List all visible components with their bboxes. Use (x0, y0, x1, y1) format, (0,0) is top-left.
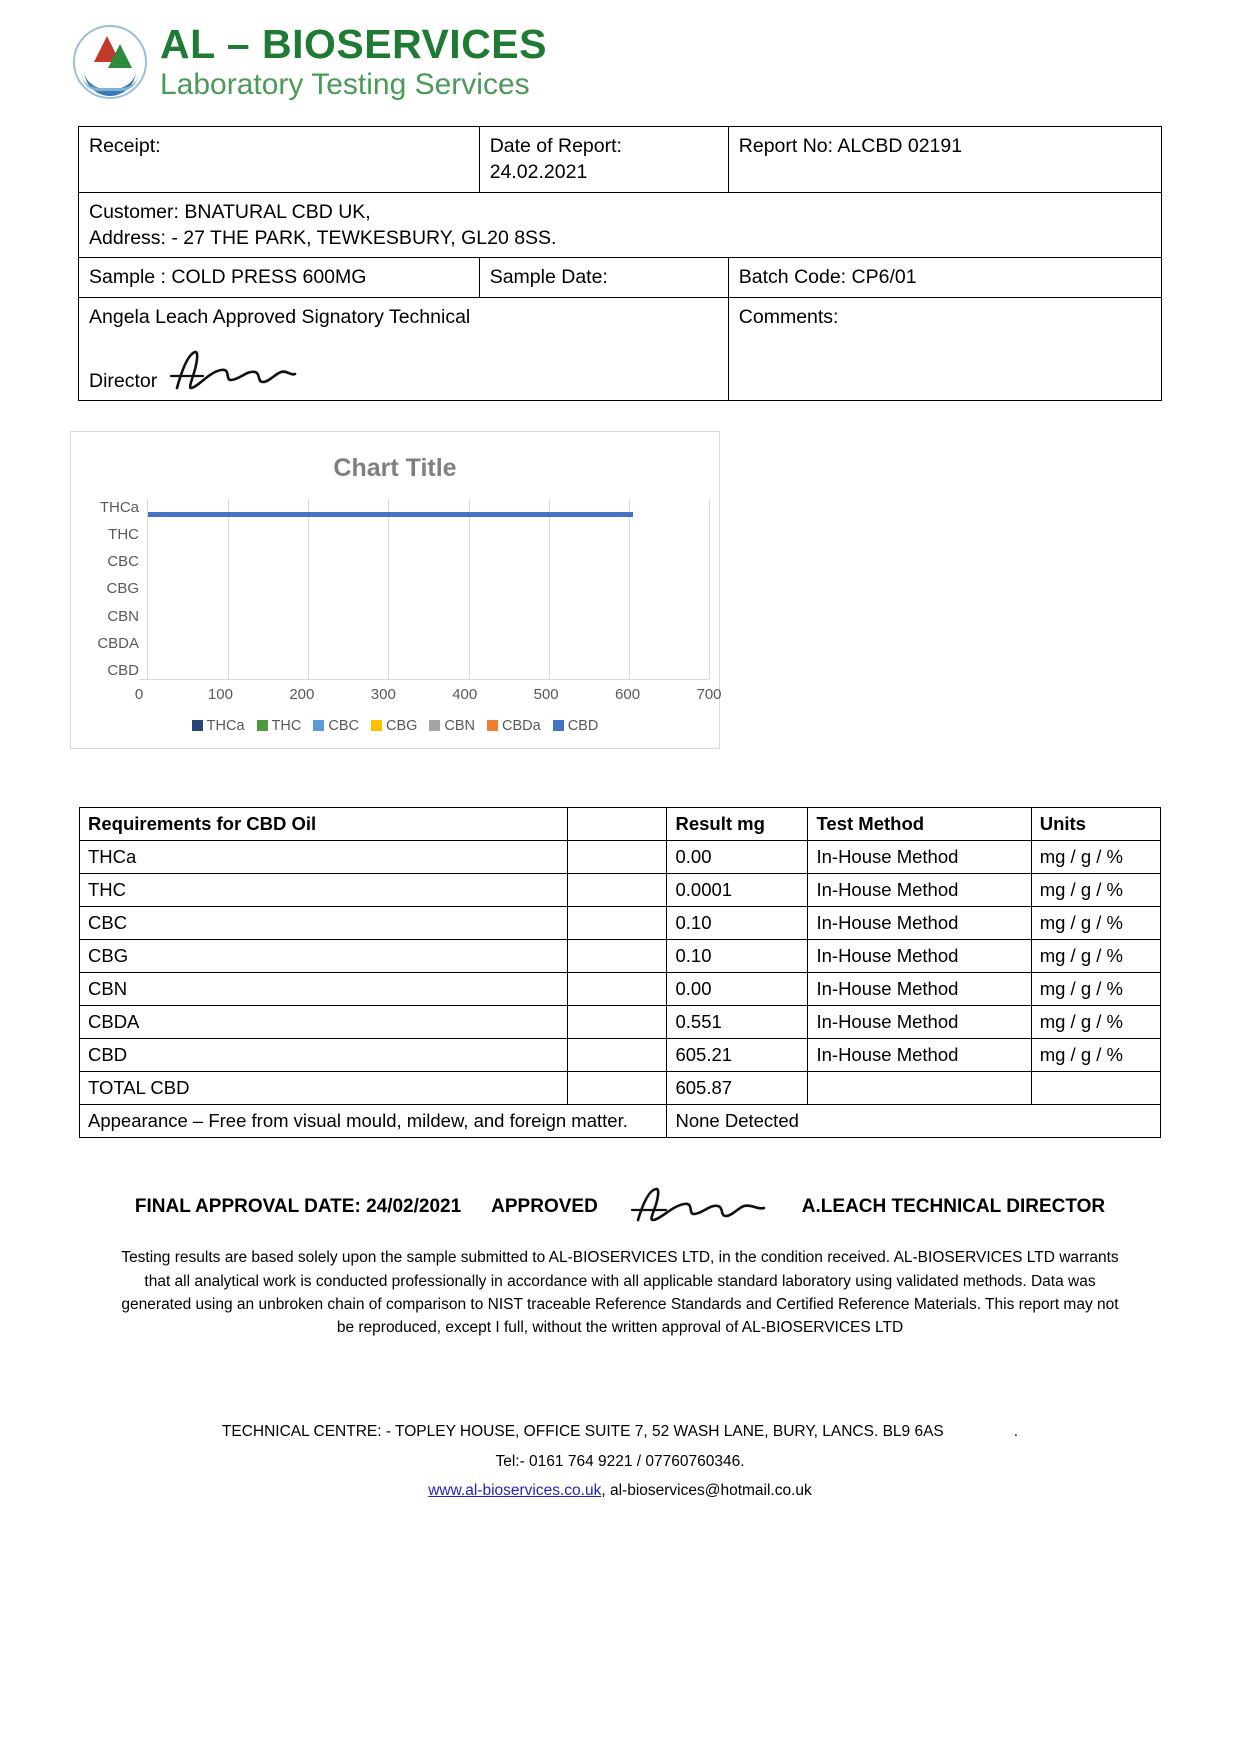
analyte-name: THC (80, 873, 568, 906)
customer-address-cell (79, 192, 1162, 258)
chart-gridline (629, 499, 630, 679)
legend-label: CBC (328, 717, 359, 734)
table-row (80, 1039, 1161, 1072)
footer-address-dot: . (1013, 1423, 1019, 1441)
cannabinoid-chart (70, 431, 720, 749)
y-tick-label: CBD (107, 661, 139, 679)
analyte-name: CBN (80, 973, 568, 1006)
legend-label: THC (271, 717, 302, 734)
chart-gridline (469, 499, 470, 679)
analyte-name: TOTAL CBD (80, 1072, 568, 1105)
blank-cell (567, 1072, 667, 1105)
footer-website-link[interactable]: www.al-bioservices.co.uk (428, 1482, 602, 1500)
page-footer (0, 1417, 1240, 1505)
result-value: 0.10 (667, 940, 808, 973)
test-method (808, 1072, 1031, 1105)
legend-item (257, 718, 302, 734)
test-method: In-House Method (808, 907, 1031, 940)
units: mg / g / % (1031, 1039, 1160, 1072)
report-header (0, 0, 1240, 114)
result-value: 0.551 (667, 1006, 808, 1039)
footer-telephone: Tel:- 0161 764 9221 / 07760760346. (495, 1452, 745, 1470)
legend-item (371, 718, 417, 734)
customer-line: Customer: BNATURAL CBD UK, (89, 200, 371, 223)
table-row (80, 873, 1161, 906)
technical-director-name: A.LEACH TECHNICAL DIRECTOR (801, 1196, 1106, 1218)
x-tick-label: 200 (289, 685, 315, 703)
table-header-row (80, 807, 1161, 840)
test-method: In-House Method (808, 1039, 1031, 1072)
units: mg / g / % (1031, 940, 1160, 973)
company-logo-icon (70, 22, 152, 104)
chart-gridline (549, 499, 550, 679)
legend-swatch (371, 720, 382, 731)
legend-item (192, 718, 245, 734)
signature-image-2 (630, 1184, 770, 1230)
appearance-value: None Detected (667, 1105, 1161, 1138)
x-tick-label: 700 (696, 685, 722, 703)
legend-item (313, 718, 359, 734)
address-line: Address: - 27 THE PARK, TEWKESBURY, GL20 8SS. (89, 226, 557, 249)
date-of-report-value: 24.02.2021 (489, 161, 588, 184)
chart-bar (148, 512, 633, 517)
legend-label: THCa (206, 717, 245, 734)
y-tick-label: CBN (107, 607, 139, 625)
table-row (79, 127, 1162, 193)
col-header-units: Units (1031, 807, 1160, 840)
table-row (80, 1006, 1161, 1039)
units (1031, 1072, 1160, 1105)
x-tick-label: 500 (533, 685, 559, 703)
chart-plot-area (147, 499, 709, 679)
y-tick-label: CBDA (97, 634, 139, 652)
chart-gridline (308, 499, 309, 679)
legend-swatch (429, 720, 440, 731)
y-tick-label: CBC (107, 553, 139, 571)
chart-y-axis-labels (89, 499, 147, 679)
result-value: 0.10 (667, 907, 808, 940)
signatory-role: Director (89, 369, 158, 392)
table-row (80, 1105, 1161, 1138)
signatory-cell (79, 297, 729, 400)
x-tick-label: 600 (615, 685, 641, 703)
footer-address-line (0, 1417, 1240, 1446)
col-header-blank (567, 807, 667, 840)
chart-legend (81, 718, 709, 734)
result-value: 0.0001 (667, 873, 808, 906)
table-row (80, 840, 1161, 873)
col-header-requirements: Requirements for CBD Oil (80, 807, 568, 840)
chart-gridline (388, 499, 389, 679)
x-tick-label: 0 (134, 685, 144, 703)
col-header-test-method: Test Method (808, 807, 1031, 840)
results-table (79, 807, 1161, 1138)
table-row (79, 258, 1162, 297)
result-value: 605.21 (667, 1039, 808, 1072)
report-no-cell: Report No: ALCBD 02191 (728, 127, 1161, 193)
x-tick-label: 100 (207, 685, 233, 703)
appearance-label: Appearance – Free from visual mould, mildew, and foreign matter. (80, 1105, 667, 1138)
legend-label: CBG (385, 717, 418, 734)
blank-cell (567, 907, 667, 940)
legend-item (553, 718, 599, 734)
comments-cell: Comments: (728, 297, 1161, 400)
approval-line (0, 1184, 1240, 1230)
chart-gridline (709, 499, 710, 679)
units: mg / g / % (1031, 873, 1160, 906)
legend-label: CBDa (502, 717, 541, 734)
analyte-name: CBC (80, 907, 568, 940)
blank-cell (567, 973, 667, 1006)
table-row (80, 973, 1161, 1006)
x-tick-label: 400 (452, 685, 478, 703)
blank-cell (567, 940, 667, 973)
analyte-name: CBDA (80, 1006, 568, 1039)
legend-item (429, 718, 475, 734)
blank-cell (567, 1039, 667, 1072)
table-row (79, 192, 1162, 258)
legend-swatch (487, 720, 498, 731)
y-tick-label: CBG (106, 580, 139, 598)
test-method: In-House Method (808, 973, 1031, 1006)
units: mg / g / % (1031, 840, 1160, 873)
analyte-name: THCa (80, 840, 568, 873)
test-method: In-House Method (808, 873, 1031, 906)
report-info-table (78, 126, 1162, 401)
date-of-report-cell (479, 127, 728, 193)
final-approval-date: FINAL APPROVAL DATE: 24/02/2021 (134, 1196, 462, 1218)
test-method: In-House Method (808, 840, 1031, 873)
y-tick-label: THCa (99, 498, 139, 516)
blank-cell (567, 840, 667, 873)
company-name (160, 23, 547, 103)
company-name-line1: AL – BIOSERVICES (160, 21, 547, 68)
units: mg / g / % (1031, 973, 1160, 1006)
sample-date-cell: Sample Date: (479, 258, 728, 297)
chart-gridline (228, 499, 229, 679)
legend-swatch (553, 720, 564, 731)
units: mg / g / % (1031, 907, 1160, 940)
x-tick-label: 300 (370, 685, 396, 703)
legend-label: CBN (444, 717, 476, 734)
approved-label: APPROVED (491, 1196, 598, 1218)
result-value: 605.87 (667, 1072, 808, 1105)
receipt-cell: Receipt: (79, 127, 480, 193)
footer-email: , al-bioservices@hotmail.co.uk (601, 1482, 812, 1500)
col-header-result: Result mg (667, 807, 808, 840)
footer-contact-line (0, 1476, 1240, 1505)
test-method: In-House Method (808, 1006, 1031, 1039)
signature-image (169, 346, 299, 392)
test-method: In-House Method (808, 940, 1031, 973)
table-row (80, 907, 1161, 940)
sample-cell: Sample : COLD PRESS 600MG (79, 258, 480, 297)
chart-x-axis (134, 679, 722, 708)
legend-label: CBD (567, 717, 599, 734)
legend-swatch (313, 720, 324, 731)
result-value: 0.00 (667, 840, 808, 873)
legend-swatch (192, 720, 203, 731)
analyte-name: CBD (80, 1039, 568, 1072)
table-row (80, 940, 1161, 973)
company-name-line2: Laboratory Testing Services (160, 68, 530, 102)
blank-cell (567, 873, 667, 906)
date-of-report-label: Date of Report: (489, 135, 622, 157)
result-value: 0.00 (667, 973, 808, 1006)
disclaimer-text: Testing results are based solely upon the sample submitted to AL-BIOSERVICES LTD, in the condition received. AL-BIOSERVICES LTD warrants that all analytical work is conducted professionally in accordance with all applicable standard laboratory using validated methods. Data was generated using an unbroken chain of comparison to NIST traceable Reference Standards and Certified Reference Materials. This report may not be reproduced, except I full, without the written approval of AL-BIOSERVICES LTD (121, 1249, 1119, 1337)
y-tick-label: THC (108, 526, 139, 544)
footer-address: TECHNICAL CENTRE: - TOPLEY HOUSE, OFFICE SUITE 7, 52 WASH LANE, BURY, LANCS. BL9 6AS (221, 1423, 944, 1441)
analyte-name: CBG (80, 940, 568, 973)
legend-swatch (257, 720, 268, 731)
legend-item (487, 718, 541, 734)
chart-title: Chart Title (333, 453, 457, 482)
units: mg / g / % (1031, 1006, 1160, 1039)
table-row (80, 1072, 1161, 1105)
batch-code-cell: Batch Code: CP6/01 (728, 258, 1161, 297)
table-row (79, 297, 1162, 400)
signatory-title: Angela Leach Approved Signatory Technical (89, 305, 471, 328)
blank-cell (567, 1006, 667, 1039)
